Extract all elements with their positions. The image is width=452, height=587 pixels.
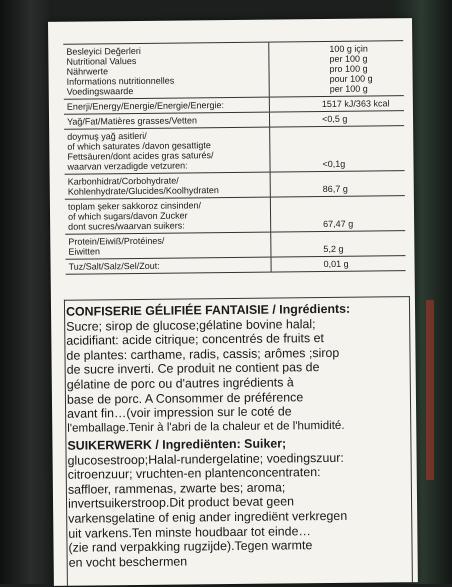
french-heading: CONFISERIE GÉLIFIÉE FANTAISIE / Ingrédients:: [65, 301, 351, 319]
row-value: 67,47 g: [323, 218, 354, 230]
nutrition-row-saturates: [64, 126, 404, 175]
dutch-ingredients: [67, 435, 408, 570]
row-label: toplam şeker sakkoroz cinsinden/: [67, 200, 202, 212]
header-label: Besleyici Değerleri: [66, 45, 141, 57]
nutrition-row-carbohydrate: [65, 171, 405, 200]
dutch-heading: SUIKERWERK / Ingrediënten: Suiker;: [67, 436, 287, 453]
row-label: Eiwitten: [68, 246, 100, 257]
row-value: <0,5 g: [321, 113, 348, 125]
dutch-line: invertsuikerstroop.Dit product bevat geen: [67, 494, 295, 512]
package-red-stripe: [426, 300, 434, 480]
dutch-line: (zie rand verpakking rugzijde).Tegen warmte: [68, 538, 313, 555]
row-label: Karbonhidrat/Corbohydrate/: [67, 175, 179, 187]
row-label: Tuz/Salt/Salz/Sel/Zout:: [68, 260, 160, 272]
header-value: pour 100 g: [329, 73, 373, 84]
dutch-line: saffloer, rammenas, zwarte bes; aroma;: [67, 480, 286, 497]
nutrition-row-protein: [65, 231, 405, 260]
row-label: of which saturates /davon gesattigte: [67, 140, 211, 152]
french-line: base de porc. A Consommer de préférence: [66, 389, 304, 407]
header-label: Nutritional Values: [66, 55, 137, 67]
row-label: waarvan verzadigde vetzuren:: [67, 160, 188, 172]
dutch-line: varkensgelatine of enig ander ingrediënt verkregen: [68, 508, 348, 526]
row-value: 0,01 g: [323, 258, 349, 270]
ingredient-label: [48, 18, 418, 586]
header-value: per 100 g: [329, 53, 368, 64]
french-line: Sucre; sirop de glucose;gélatine bovine halal;: [66, 316, 316, 334]
header-label: Nährwerte: [66, 66, 109, 77]
row-label: Yağ/Fat/Matières grasses/Vetten: [67, 115, 198, 127]
dutch-line: en vocht beschermen: [68, 554, 188, 570]
row-label: doymuş yağ asitleri/: [67, 130, 147, 142]
header-labels: [63, 43, 270, 99]
row-value: 5,2 g: [323, 243, 344, 255]
french-line: de plantes: carthame, radis, cassis; arômes ;sirop: [66, 345, 340, 363]
nutrition-table: [63, 40, 405, 275]
row-label: of which sugars/davon Zucker: [67, 210, 188, 222]
row-label: Protein/Eiwiß/Protéines/: [68, 235, 165, 247]
header-value: per 100 g: [329, 83, 368, 94]
french-line: l'emballage.Tenir à l'abri de la chaleur et de l'humidité.: [67, 418, 345, 435]
row-label: Kohlenhydrate/Glucides/Koolhydraten: [67, 185, 219, 197]
header-value: 100 g için: [329, 43, 368, 54]
header-label: Informations nutritionnelles: [66, 75, 175, 87]
header-values: [269, 41, 404, 96]
header-value: pro 100 g: [329, 63, 368, 74]
row-value: 1517 kJ/363 kcal: [321, 98, 390, 110]
dutch-line: citroenzuur; vruchten-en plantenconcentraten:: [67, 465, 321, 482]
french-ingredients: [66, 301, 407, 436]
nutrition-row-sugars: [65, 196, 405, 235]
row-label: Enerji/Energy/Energie/Energie/Energie:: [66, 100, 225, 112]
dutch-line: glucosestroop;Halal-rundergelatine; voedingszuur:: [67, 450, 344, 468]
row-label: dont sucres/waarvan suikers:: [68, 220, 185, 232]
package-left-edge: [0, 0, 52, 584]
nutrition-header-row: [63, 41, 404, 100]
row-value: 86,7 g: [322, 183, 348, 195]
row-label: Fettsäuren/dont acides gras saturés/: [67, 150, 214, 162]
dutch-line: uit varkens.Ten minste houdbaar tot einde…: [68, 523, 311, 541]
french-line: avant fin…(voir impression sur le coté de: [67, 404, 292, 421]
header-label: Voedingswaarde: [66, 86, 134, 97]
french-line: de sucre inverti. Ce produit ne contient pas de: [66, 360, 320, 378]
french-line: acidifiant: acide citrique; concentrés de fruits et: [66, 331, 325, 348]
french-line: gélatine de porc ou d'autres ingrédients à: [66, 375, 294, 392]
row-value: <0,1g: [322, 158, 346, 170]
nutrition-row-salt: [66, 256, 406, 275]
